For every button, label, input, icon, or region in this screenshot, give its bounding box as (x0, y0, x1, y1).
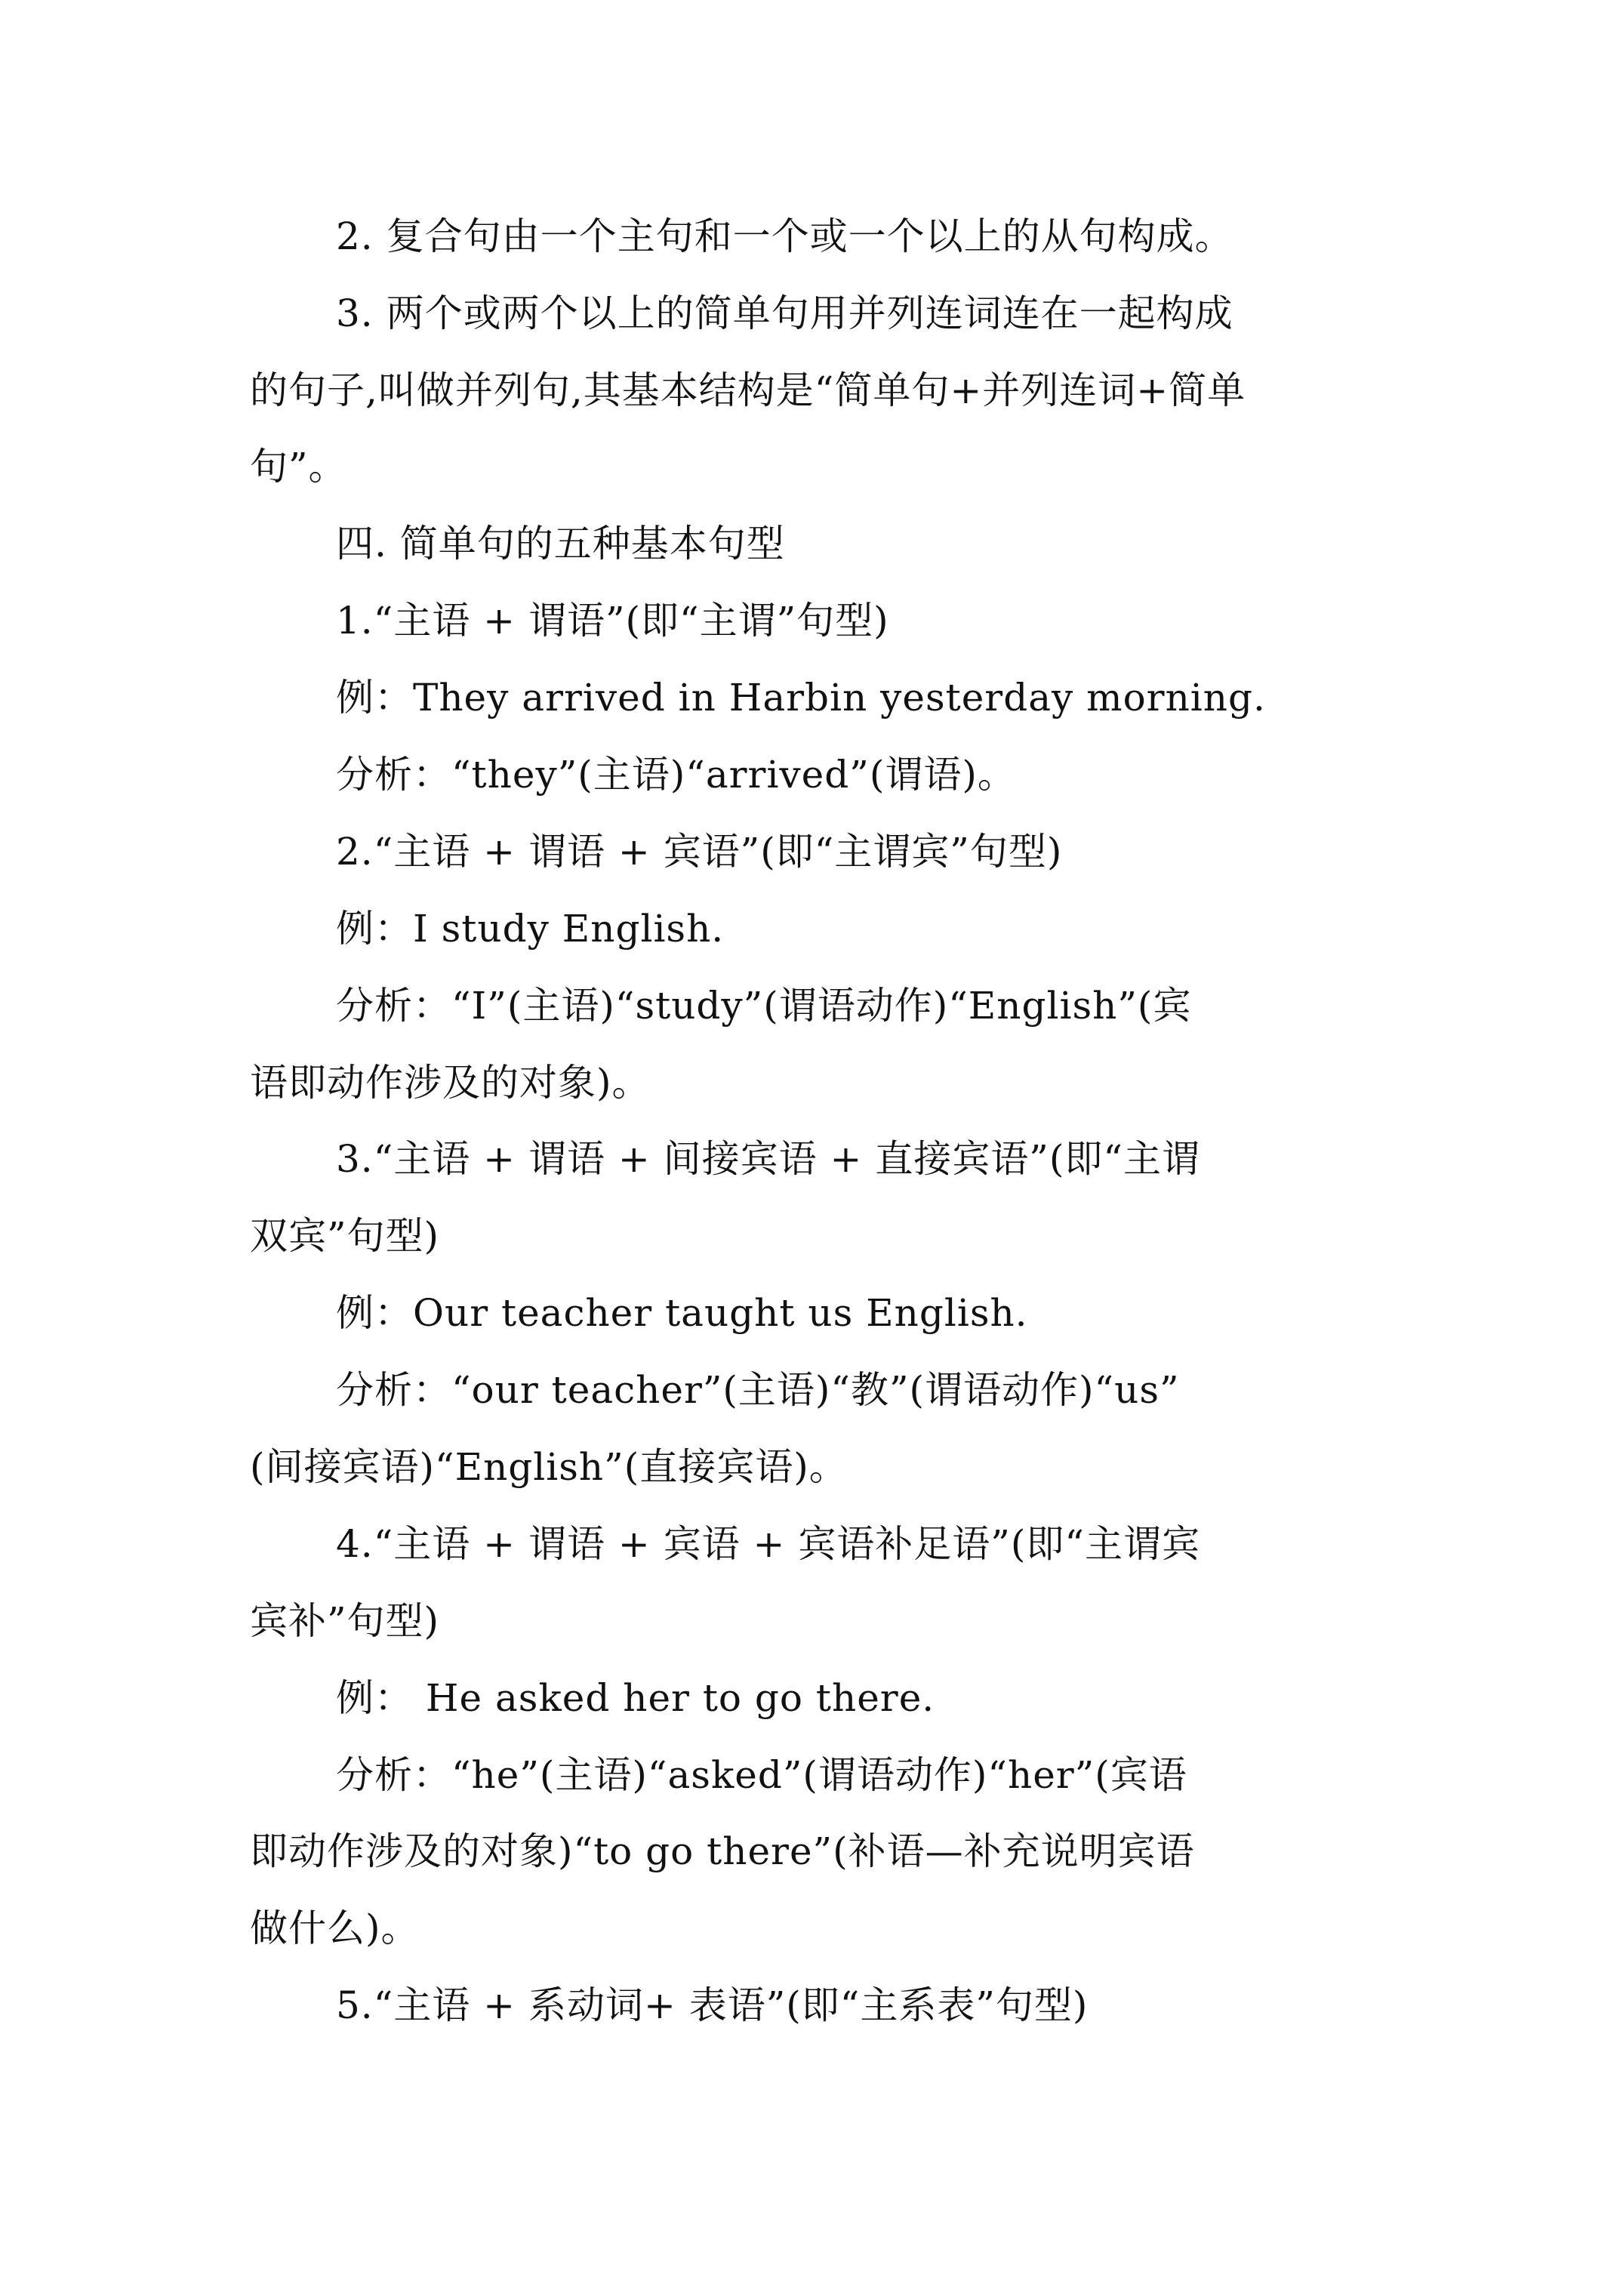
pattern-4-analysis-line-2: 即动作涉及的对象)“to go there”(补语—补充说明宾语 (250, 1829, 1195, 1873)
paragraph-compound-complex-sentence: 2. 复合句由一个主句和一个或一个以上的从句构成。 (336, 214, 1233, 258)
paragraph-compound-sentence-line-3: 句”。 (250, 445, 347, 488)
pattern-3-analysis-line-2: (间接宾语)“English”(直接宾语)。 (250, 1445, 848, 1489)
pattern-4-heading-line-1: 4.“主语 + 谓语 + 宾语 + 宾语补足语”(即“主谓宾 (336, 1522, 1200, 1566)
pattern-3-analysis-line-1: 分析：“our teacher”(主语)“教”(谓语动作)“us” (336, 1368, 1180, 1412)
pattern-2-analysis-line-2: 语即动作涉及的对象)。 (250, 1061, 651, 1105)
pattern-5-heading: 5.“主语 + 系动词+ 表语”(即“主系表”句型) (336, 1983, 1089, 2027)
pattern-3-example: 例：Our teacher taught us English. (336, 1291, 1028, 1335)
pattern-4-example: 例： He asked her to go there. (336, 1676, 935, 1720)
pattern-2-analysis-line-1: 分析：“I”(主语)“study”(谓语动作)“English”(宾 (336, 984, 1192, 1028)
pattern-1-heading: 1.“主语 + 谓语”(即“主谓”句型) (336, 599, 889, 643)
pattern-2-example: 例：I study English. (336, 907, 725, 951)
pattern-3-heading-line-2: 双宾”句型) (250, 1214, 440, 1258)
pattern-4-analysis-line-3: 做什么)。 (250, 1906, 420, 1950)
pattern-3-heading-line-1: 3.“主语 + 谓语 + 间接宾语 + 直接宾语”(即“主谓 (336, 1137, 1200, 1181)
pattern-1-example: 例：They arrived in Harbin yesterday morning. (336, 676, 1266, 720)
section-heading-five-patterns: 四. 简单句的五种基本句型 (336, 522, 785, 566)
paragraph-compound-sentence-line-2: 的句子,叫做并列句,其基本结构是“简单句+并列连词+简单 (250, 368, 1246, 412)
pattern-4-analysis-line-1: 分析：“he”(主语)“asked”(谓语动作)“her”(宾语 (336, 1753, 1187, 1797)
pattern-4-heading-line-2: 宾补”句型) (250, 1599, 440, 1643)
pattern-1-analysis: 分析：“they”(主语)“arrived”(谓语)。 (336, 753, 1016, 797)
paragraph-compound-sentence-line-1: 3. 两个或两个以上的简单句用并列连词连在一起构成 (336, 291, 1233, 335)
pattern-2-heading: 2.“主语 + 谓语 + 宾语”(即“主谓宾”句型) (336, 830, 1063, 874)
